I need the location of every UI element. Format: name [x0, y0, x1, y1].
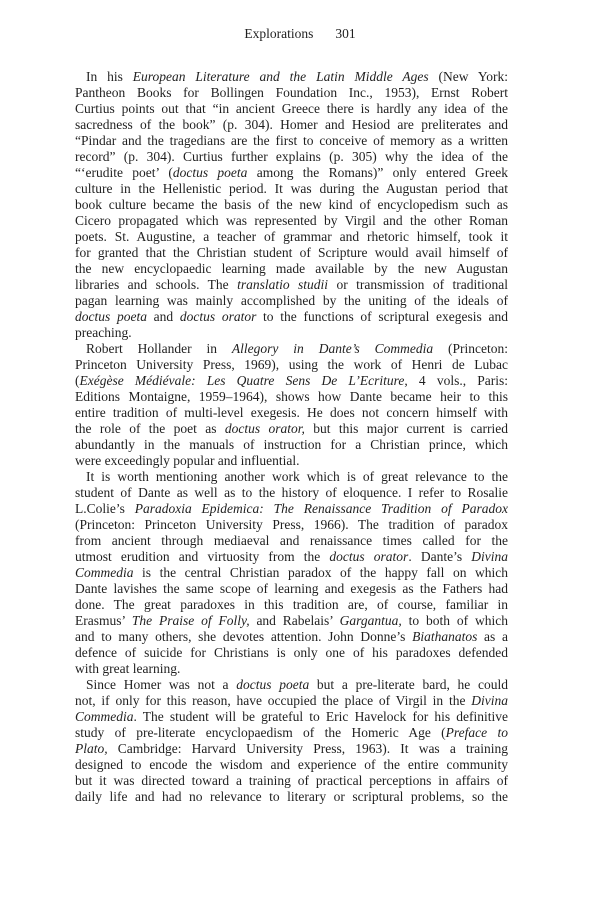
text-run: designed to encode the wisdom and experience of the entire community	[75, 757, 508, 772]
text-run: from ancient through mediaeval and renaissance times called for the	[75, 533, 508, 548]
text-run-italic: Gargantua,	[339, 613, 402, 628]
text-run-italic: doctus orator,	[224, 421, 305, 436]
text-line	[75, 709, 508, 725]
paragraph	[75, 677, 508, 805]
text-run-italic: Plato,	[75, 741, 108, 756]
text-run-italic: Paradoxia Epidemica: The Renaissance Tradition of Paradox	[134, 501, 508, 516]
text-run-italic: The Praise of Folly,	[131, 613, 250, 628]
text-run: Editions Montaigne, 1959–1964), shows how Dante became heir to this	[75, 389, 508, 404]
text-run: sacredness of the book” (p. 304). Homer and Hesiod are preliterates and	[75, 117, 508, 132]
text-run: and Rabelais’	[249, 613, 340, 628]
text-line	[75, 405, 508, 421]
text-block	[75, 69, 508, 805]
text-line	[75, 357, 508, 373]
text-line	[75, 645, 508, 661]
text-line	[75, 69, 508, 85]
text-line	[75, 613, 508, 629]
text-run-italic: doctus poeta	[172, 165, 248, 180]
text-line	[75, 325, 508, 341]
text-run-italic: doctus orator	[179, 309, 257, 324]
text-run: libraries and schools. The	[75, 277, 238, 292]
text-run: as a	[477, 629, 508, 644]
text-run: book culture became the basis of the new kind of encyclopedism such as	[75, 197, 508, 212]
text-line	[75, 661, 508, 677]
text-run: to the functions of scriptural exegesis and	[256, 309, 508, 324]
text-run: the new encyclopaedic learning made available by the new Augustan	[75, 261, 508, 276]
text-run: culture in the Hellenistic period. It was during the Augustan period that	[75, 181, 508, 196]
text-run-italic: Commedia	[75, 709, 134, 724]
text-run: Erasmus’	[75, 613, 132, 628]
text-line	[75, 117, 508, 133]
text-run-italic: translatio studii	[237, 277, 329, 292]
text-run-italic: European Literature and the Latin Middle Ages	[132, 69, 429, 84]
text-line	[75, 693, 508, 709]
text-line	[75, 437, 508, 453]
text-line	[75, 549, 508, 565]
text-run: abundantly in the manuals of instruction for a Christian prince, which	[75, 437, 508, 452]
text-run-italic: Divina	[471, 549, 508, 564]
text-line	[75, 133, 508, 149]
text-line	[75, 677, 508, 693]
text-run: “‘erudite poet’ (	[75, 165, 173, 180]
text-line	[75, 517, 508, 533]
text-run: (Princeton: Princeton University Press, 1966). The tradition of paradox	[75, 517, 508, 532]
text-run: but a pre-literate bard, he could	[309, 677, 508, 692]
text-run: done. The great paradoxes in this tradition are, of course, familiar in	[75, 597, 508, 612]
text-line	[75, 165, 508, 181]
text-run-italic: Exégèse Médiévale: Les Quatre Sens De L’Ecriture	[79, 373, 405, 388]
text-line	[75, 277, 508, 293]
text-run: . Dante’s	[408, 549, 472, 564]
text-run-italic: Biathanatos	[412, 629, 478, 644]
text-line	[75, 469, 508, 485]
text-run: but it was directed toward a training of practical perceptions in affairs of	[75, 773, 508, 788]
text-run: were exceedingly popular and influential.	[75, 453, 300, 468]
text-run: Cambridge: Harvard University Press, 1963). It was a training	[107, 741, 508, 756]
text-line	[75, 213, 508, 229]
paragraph	[75, 341, 508, 469]
text-run: is the central Christian paradox of the happy fall on which	[133, 565, 508, 580]
text-run: Dante lavishes the same scope of learning and exegesis as the Fathers had	[75, 581, 508, 596]
text-run-italic: doctus poeta	[75, 309, 147, 324]
text-run: utmost erudition and virtuosity from the	[75, 549, 330, 564]
text-run: Curtius points out that “in ancient Greece there is hardly any idea of the	[75, 101, 508, 116]
text-line	[75, 757, 508, 773]
running-head-title: Explorations	[244, 26, 314, 41]
text-run: It is worth mentioning another work which is of great relevance to the	[86, 469, 508, 484]
text-run: study of pre-literate encyclopaedism of the Homeric Age (	[75, 725, 446, 740]
text-line	[75, 581, 508, 597]
paragraph	[75, 69, 508, 341]
text-run-italic: doctus orator	[329, 549, 409, 564]
text-line	[75, 373, 508, 389]
paragraph	[75, 469, 508, 677]
text-line	[75, 293, 508, 309]
text-run: preaching.	[75, 325, 132, 340]
text-run: not, if only for this reason, have occupied the place of Virgil in the	[75, 693, 472, 708]
text-line	[75, 629, 508, 645]
text-run: Princeton University Press, 1969), using the work of Henri de Lubac	[75, 357, 508, 372]
text-run: among the Romans)” only entered Greek	[247, 165, 508, 180]
text-line	[75, 421, 508, 437]
text-run: “Pindar and the tragedians are the first to conceive of memory as a written	[75, 133, 508, 148]
text-run: , 4 vols., Paris:	[404, 373, 508, 388]
text-run-italic: Divina	[471, 693, 508, 708]
text-run: for granted that the Christian student of Scripture would avail himself of	[75, 245, 508, 260]
text-line	[75, 341, 508, 357]
text-run: daily life and had no relevance to literary or scriptural problems, so the	[75, 789, 508, 804]
text-line	[75, 197, 508, 213]
page-number: 301	[335, 26, 356, 41]
text-line	[75, 789, 508, 805]
text-line	[75, 565, 508, 581]
text-line	[75, 101, 508, 117]
text-run: pagan learning was mainly accomplished by the uniting of the ideals of	[75, 293, 508, 308]
text-line	[75, 597, 508, 613]
text-run: Robert Hollander in	[86, 341, 232, 356]
text-line	[75, 309, 508, 325]
running-head	[0, 26, 600, 42]
text-run: to both of which	[401, 613, 508, 628]
text-run: record” (p. 304). Curtius further explains (p. 305) why the idea of the	[75, 149, 508, 164]
text-run: but this major current is carried	[304, 421, 508, 436]
text-run: defence of suicide for Christians is only one of his paradoxes defended	[75, 645, 508, 660]
text-line	[75, 261, 508, 277]
text-run-italic: Preface to	[445, 725, 508, 740]
text-run: (New York:	[428, 69, 508, 84]
text-run-italic: Commedia	[75, 565, 134, 580]
text-run: Since Homer was not a	[86, 677, 237, 692]
text-line	[75, 181, 508, 197]
text-run: and to many others, she devotes attention. John Donne’s	[75, 629, 413, 644]
text-line	[75, 245, 508, 261]
text-run: entire tradition of multi-level exegesis. He does not concern himself with	[75, 405, 508, 420]
text-run: . The student will be grateful to Eric Havelock for his definitive	[133, 709, 508, 724]
text-line	[75, 229, 508, 245]
text-line	[75, 85, 508, 101]
text-run: Pantheon Books for Bollingen Foundation Inc., 1953), Ernst Robert	[75, 85, 508, 100]
text-line	[75, 773, 508, 789]
text-line	[75, 501, 508, 517]
text-run: In his	[86, 69, 133, 84]
text-run: with great learning.	[75, 661, 181, 676]
text-run-italic: Allegory in Dante’s Commedia	[231, 341, 434, 356]
text-line	[75, 453, 508, 469]
text-run: L.Colie’s	[75, 501, 135, 516]
text-run: Cicero propagated which was represented by Virgil and the other Roman	[75, 213, 508, 228]
text-line	[75, 533, 508, 549]
text-run: (Princeton:	[433, 341, 508, 356]
text-run-italic: doctus poeta	[236, 677, 310, 692]
text-line	[75, 725, 508, 741]
text-run: (	[75, 373, 80, 388]
text-line	[75, 741, 508, 757]
text-run: and	[146, 309, 180, 324]
text-run: the role of the poet as	[75, 421, 225, 436]
text-line	[75, 485, 508, 501]
text-run: poets. St. Augustine, a teacher of grammar and rhetoric himself, took it	[75, 229, 508, 244]
text-line	[75, 149, 508, 165]
text-run: or transmission of traditional	[328, 277, 508, 292]
text-line	[75, 389, 508, 405]
text-run: student of Dante as well as to the history of eloquence. I refer to Rosalie	[75, 485, 508, 500]
